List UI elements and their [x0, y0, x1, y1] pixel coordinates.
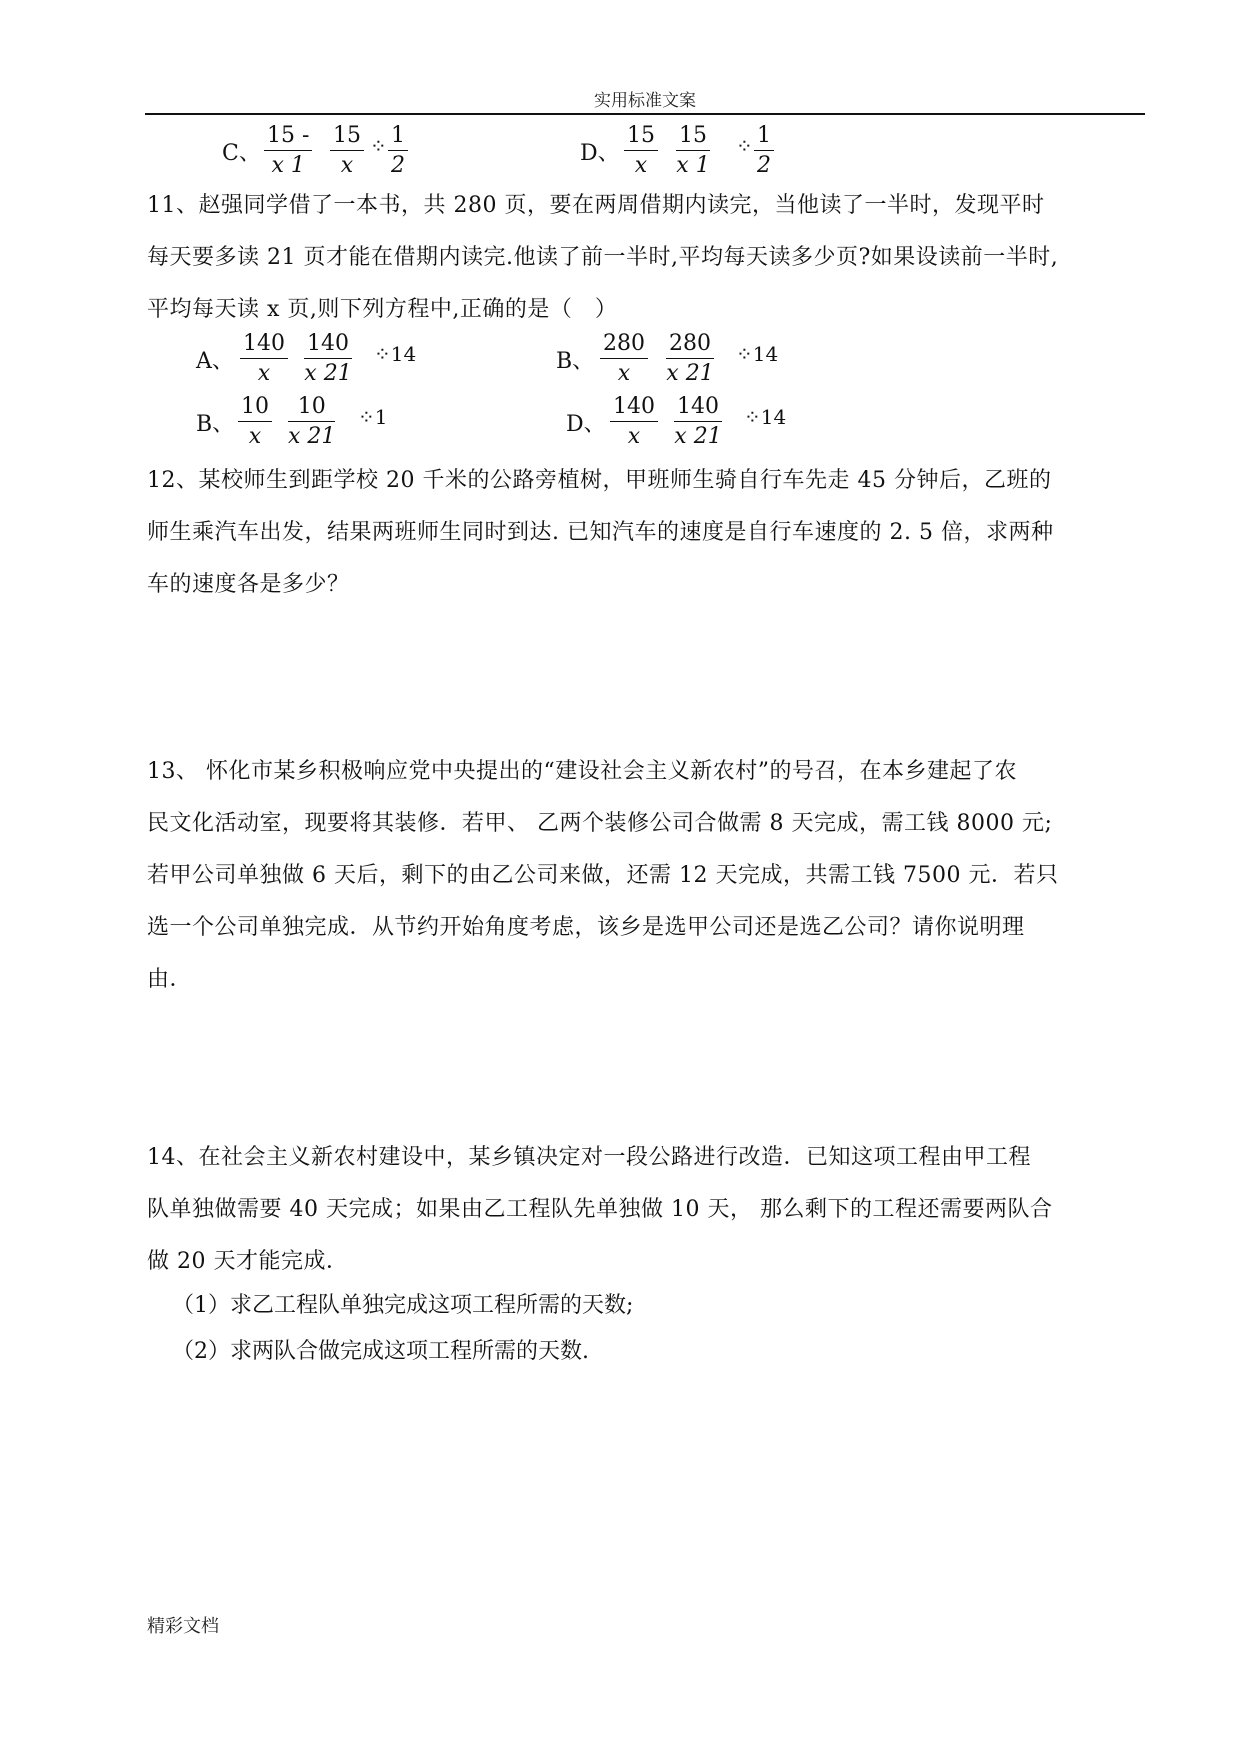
fraction: $\frac{10}{x}$	[238, 393, 272, 452]
fraction: $\frac{1}{2}$	[754, 122, 774, 181]
question-line: 队单独做需要 40 天完成；如果由乙工程队先单独做 10 天， 那么剩下的工程还需要两队合	[147, 1197, 1053, 1222]
page-footer: 精彩文档	[147, 1616, 219, 1637]
option-label: D、	[580, 141, 620, 166]
fraction: $\frac{140}{x 21}$	[304, 331, 352, 386]
fraction: $\frac{140}{x 21}$	[674, 394, 722, 449]
option-label: B、	[196, 412, 235, 437]
page-header: 实用标准文案	[594, 91, 696, 111]
option-c	[222, 122, 422, 182]
question-line: 做 20 天才能完成．	[147, 1249, 349, 1274]
question-14-part-1: （1）求乙工程队单独完成这项工程所需的天数;	[172, 1293, 634, 1318]
operator: ⁘	[736, 134, 753, 158]
operator: ⁘14	[744, 405, 787, 429]
question-line: 11、赵强同学借了一本书，共 280 页，要在两周借期内读完，当他读了一半时，发现平时	[147, 193, 1045, 218]
question-line: 师生乘汽车出发，结果两班师生同时到达. 已知汽车的速度是自行车速度的 2. 5 倍，求两种	[147, 520, 1054, 545]
question-12	[147, 455, 1137, 611]
option-b	[556, 330, 796, 390]
question-line: 12、某校师生到距学校 20 千米的公路旁植树，甲班师生骑自行车先走 45 分钟后，乙班的	[147, 468, 1052, 493]
fraction: $\frac{280}{x}$	[600, 330, 648, 389]
question-line: 民文化活动室，现要将其装修．若甲、 乙两个装修公司合做需 8 天完成，需工钱 8000 元;	[147, 811, 1053, 836]
fraction: $\frac{10}{x 21}$	[288, 394, 336, 449]
operator: ⁘14	[374, 342, 417, 366]
fraction: $\frac{15}{x 1}$	[676, 123, 710, 178]
fraction: $\frac{15 -}{x 1}$	[264, 122, 312, 181]
question-14-part-2: （2）求两队合做完成这项工程所需的天数.	[172, 1339, 589, 1364]
fraction: $\frac{15}{x}$	[330, 122, 364, 181]
question-14	[147, 1132, 1137, 1288]
question-13	[147, 746, 1137, 1006]
option-label: C、	[222, 141, 261, 166]
operator: ⁘	[370, 134, 387, 158]
fraction: $\frac{1}{2}$	[388, 122, 408, 181]
header-rule	[145, 113, 1145, 115]
option-d-q11	[566, 393, 806, 453]
question-line: 平均每天读 x 页,则下列方程中,正确的是（ ）	[147, 297, 618, 322]
fraction: $\frac{140}{x}$	[610, 393, 658, 452]
question-line: 车的速度各是多少？	[147, 572, 350, 597]
question-line: 选一个公司单独完成．从节约开始角度考虑，该乡是选甲公司还是选乙公司？请你说明理	[147, 915, 1025, 940]
operator: ⁘1	[358, 405, 388, 429]
option-b-second	[196, 393, 436, 453]
operator: ⁘14	[736, 342, 779, 366]
option-a	[196, 330, 436, 390]
question-line: 14、在社会主义新农村建设中，某乡镇决定对一段公路进行改造．已知这项工程由甲工程	[147, 1145, 1031, 1170]
fraction: $\frac{280}{x 21}$	[666, 331, 714, 386]
question-line: 13、 怀化市某乡积极响应党中央提出的“建设社会主义新农村”的号召，在本乡建起了农	[147, 759, 1017, 784]
option-label: D、	[566, 412, 606, 437]
question-line: 每天要多读 21 页才能在借期内读完.他读了前一半时,平均每天读多少页?如果设读前一半时,	[147, 245, 1059, 270]
fraction: $\frac{15}{x}$	[624, 122, 658, 181]
option-label: A、	[196, 349, 234, 374]
option-label: B、	[556, 349, 595, 374]
question-line: 由．	[147, 967, 193, 992]
question-line: 若甲公司单独做 6 天后，剩下的由乙公司来做，还需 12 天完成，共需工钱 7500 元．若只	[147, 863, 1059, 888]
option-d	[580, 122, 800, 182]
question-11	[147, 180, 1137, 336]
fraction: $\frac{140}{x}$	[240, 330, 288, 389]
